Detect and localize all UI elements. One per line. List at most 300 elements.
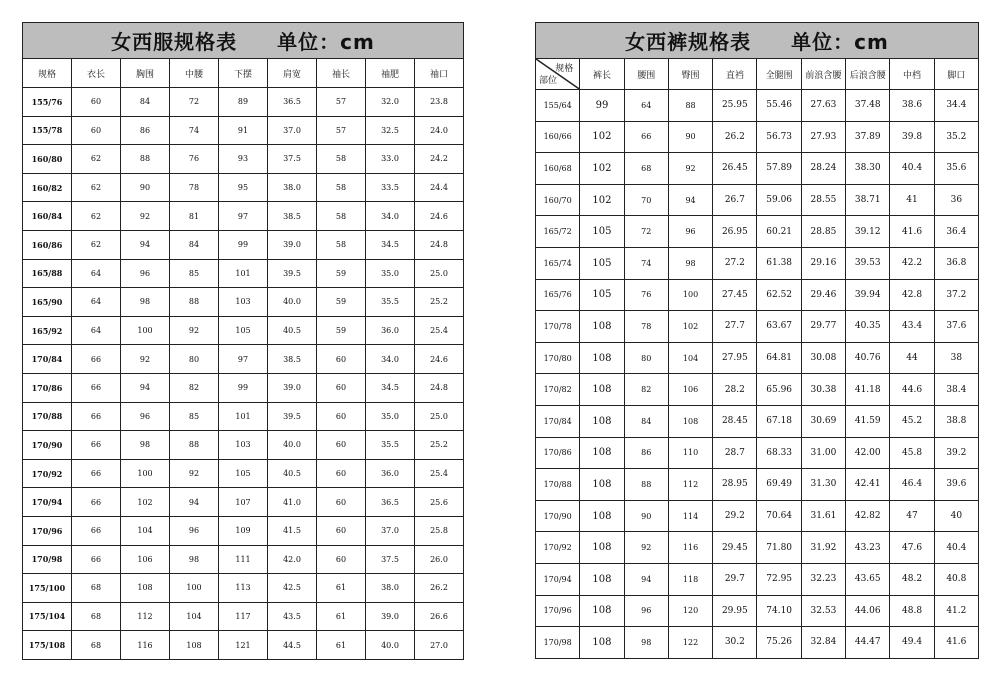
measurement-cell: 68 xyxy=(624,153,668,185)
table-row xyxy=(23,431,464,460)
measurement-cell: 37.2 xyxy=(934,279,978,311)
measurement-cell: 26.7 xyxy=(713,184,757,216)
measurement-cell: 49.4 xyxy=(890,627,934,659)
measurement-cell: 34.4 xyxy=(934,90,978,122)
table-row xyxy=(536,90,979,122)
measurement-cell: 60.21 xyxy=(757,216,801,248)
measurement-cell: 43.5 xyxy=(268,602,317,631)
size-cell: 160/84 xyxy=(23,202,72,231)
measurement-cell: 108 xyxy=(580,405,624,437)
measurement-cell: 66 xyxy=(72,459,121,488)
measurement-cell: 59 xyxy=(317,259,366,288)
measurement-cell: 32.5 xyxy=(366,116,415,145)
measurement-cell: 92 xyxy=(121,202,170,231)
table-row xyxy=(536,342,979,374)
measurement-cell: 108 xyxy=(121,574,170,603)
measurement-cell: 65.96 xyxy=(757,374,801,406)
measurement-cell: 31.00 xyxy=(801,437,845,469)
measurement-cell: 108 xyxy=(580,627,624,659)
measurement-cell: 66 xyxy=(72,516,121,545)
measurement-cell: 42.41 xyxy=(846,469,890,501)
table-row xyxy=(23,202,464,231)
measurement-cell: 108 xyxy=(668,405,712,437)
size-cell: 165/90 xyxy=(23,288,72,317)
measurement-cell: 29.7 xyxy=(713,563,757,595)
measurement-cell: 104 xyxy=(170,602,219,631)
measurement-cell: 78 xyxy=(624,311,668,343)
measurement-cell: 102 xyxy=(580,184,624,216)
size-cell: 160/68 xyxy=(536,153,580,185)
measurement-cell: 61 xyxy=(317,602,366,631)
size-cell: 155/64 xyxy=(536,90,580,122)
measurement-cell: 89 xyxy=(219,88,268,117)
measurement-cell: 38.4 xyxy=(934,374,978,406)
measurement-cell: 44.47 xyxy=(846,627,890,659)
measurement-cell: 100 xyxy=(668,279,712,311)
table-row xyxy=(23,173,464,202)
measurement-cell: 102 xyxy=(668,311,712,343)
measurement-cell: 80 xyxy=(170,345,219,374)
size-cell: 165/92 xyxy=(23,316,72,345)
measurement-cell: 25.95 xyxy=(713,90,757,122)
measurement-cell: 28.7 xyxy=(713,437,757,469)
measurement-cell: 90 xyxy=(668,121,712,153)
trousers-header-row xyxy=(536,59,979,90)
measurement-cell: 99 xyxy=(219,230,268,259)
measurement-cell: 27.7 xyxy=(713,311,757,343)
measurement-cell: 43.4 xyxy=(890,311,934,343)
corner-label-part: 部位 xyxy=(539,76,558,86)
measurement-cell: 39.8 xyxy=(890,121,934,153)
measurement-cell: 90 xyxy=(624,500,668,532)
measurement-cell: 75.26 xyxy=(757,627,801,659)
measurement-cell: 66 xyxy=(624,121,668,153)
measurement-cell: 36.8 xyxy=(934,247,978,279)
measurement-cell: 68.33 xyxy=(757,437,801,469)
measurement-cell: 38.5 xyxy=(268,345,317,374)
measurement-cell: 102 xyxy=(580,121,624,153)
measurement-cell: 105 xyxy=(219,316,268,345)
measurement-cell: 25.4 xyxy=(415,316,464,345)
measurement-cell: 66 xyxy=(72,545,121,574)
measurement-cell: 58 xyxy=(317,230,366,259)
measurement-cell: 60 xyxy=(317,459,366,488)
measurement-cell: 57.89 xyxy=(757,153,801,185)
measurement-cell: 120 xyxy=(668,595,712,627)
measurement-cell: 96 xyxy=(624,595,668,627)
measurement-cell: 44.06 xyxy=(846,595,890,627)
measurement-cell: 64 xyxy=(72,259,121,288)
size-cell: 170/90 xyxy=(536,500,580,532)
measurement-cell: 60 xyxy=(317,545,366,574)
measurement-cell: 96 xyxy=(121,402,170,431)
trousers-header-cell: 全腿围 xyxy=(757,59,801,90)
measurement-cell: 44.6 xyxy=(890,374,934,406)
measurement-cell: 28.55 xyxy=(801,184,845,216)
measurement-cell: 70.64 xyxy=(757,500,801,532)
jacket-header-cell: 袖长 xyxy=(317,59,366,88)
jacket-header-cell: 袖口 xyxy=(415,59,464,88)
measurement-cell: 94 xyxy=(121,230,170,259)
measurement-cell: 100 xyxy=(121,459,170,488)
measurement-cell: 88 xyxy=(624,469,668,501)
measurement-cell: 90 xyxy=(121,173,170,202)
measurement-cell: 30.2 xyxy=(713,627,757,659)
measurement-cell: 37.48 xyxy=(846,90,890,122)
measurement-cell: 92 xyxy=(170,459,219,488)
measurement-cell: 60 xyxy=(72,88,121,117)
measurement-cell: 41 xyxy=(890,184,934,216)
measurement-cell: 103 xyxy=(219,288,268,317)
measurement-cell: 74.10 xyxy=(757,595,801,627)
measurement-cell: 30.38 xyxy=(801,374,845,406)
measurement-cell: 34.5 xyxy=(366,373,415,402)
trousers-header-cell: 臀围 xyxy=(668,59,712,90)
jacket-header-cell: 胸围 xyxy=(121,59,170,88)
measurement-cell: 95 xyxy=(219,173,268,202)
measurement-cell: 32.84 xyxy=(801,627,845,659)
measurement-cell: 113 xyxy=(219,574,268,603)
measurement-cell: 24.6 xyxy=(415,202,464,231)
table-row xyxy=(536,153,979,185)
measurement-cell: 108 xyxy=(580,532,624,564)
measurement-cell: 62.52 xyxy=(757,279,801,311)
measurement-cell: 36.0 xyxy=(366,316,415,345)
measurement-cell: 32.53 xyxy=(801,595,845,627)
measurement-cell: 94 xyxy=(121,373,170,402)
measurement-cell: 31.61 xyxy=(801,500,845,532)
measurement-cell: 35.5 xyxy=(366,431,415,460)
measurement-cell: 23.8 xyxy=(415,88,464,117)
size-cell: 170/84 xyxy=(23,345,72,374)
measurement-cell: 58 xyxy=(317,173,366,202)
measurement-cell: 29.46 xyxy=(801,279,845,311)
measurement-cell: 101 xyxy=(219,259,268,288)
table-row xyxy=(536,216,979,248)
measurement-cell: 25.2 xyxy=(415,288,464,317)
measurement-cell: 60 xyxy=(317,516,366,545)
measurement-cell: 43.65 xyxy=(846,563,890,595)
measurement-cell: 42.82 xyxy=(846,500,890,532)
measurement-cell: 27.63 xyxy=(801,90,845,122)
measurement-cell: 63.67 xyxy=(757,311,801,343)
measurement-cell: 38.5 xyxy=(268,202,317,231)
table-row xyxy=(536,563,979,595)
measurement-cell: 110 xyxy=(668,437,712,469)
size-cell: 170/86 xyxy=(23,373,72,402)
measurement-cell: 98 xyxy=(624,627,668,659)
measurement-cell: 108 xyxy=(580,469,624,501)
table-row xyxy=(23,602,464,631)
measurement-cell: 38 xyxy=(934,342,978,374)
size-cell: 170/80 xyxy=(536,342,580,374)
measurement-cell: 35.5 xyxy=(366,288,415,317)
measurement-cell: 41.6 xyxy=(934,627,978,659)
table-row xyxy=(536,532,979,564)
trousers-header-cell: 裤长 xyxy=(580,59,624,90)
table-row xyxy=(536,437,979,469)
measurement-cell: 27.93 xyxy=(801,121,845,153)
measurement-cell: 28.95 xyxy=(713,469,757,501)
measurement-cell: 99 xyxy=(219,373,268,402)
measurement-cell: 98 xyxy=(668,247,712,279)
measurement-cell: 45.2 xyxy=(890,405,934,437)
measurement-cell: 86 xyxy=(121,116,170,145)
measurement-cell: 66 xyxy=(72,488,121,517)
measurement-cell: 98 xyxy=(170,545,219,574)
size-cell: 165/72 xyxy=(536,216,580,248)
measurement-cell: 33.5 xyxy=(366,173,415,202)
measurement-cell: 38.8 xyxy=(934,405,978,437)
measurement-cell: 94 xyxy=(624,563,668,595)
size-cell: 160/70 xyxy=(536,184,580,216)
measurement-cell: 57 xyxy=(317,88,366,117)
measurement-cell: 88 xyxy=(668,90,712,122)
trousers-header-cell: 中档 xyxy=(890,59,934,90)
measurement-cell: 27.45 xyxy=(713,279,757,311)
measurement-cell: 35.0 xyxy=(366,402,415,431)
measurement-cell: 39.0 xyxy=(366,602,415,631)
measurement-cell: 82 xyxy=(624,374,668,406)
measurement-cell: 24.6 xyxy=(415,345,464,374)
measurement-cell: 29.16 xyxy=(801,247,845,279)
measurement-cell: 44 xyxy=(890,342,934,374)
measurement-cell: 40.8 xyxy=(934,563,978,595)
jacket-header-cell: 下摆 xyxy=(219,59,268,88)
measurement-cell: 116 xyxy=(668,532,712,564)
measurement-cell: 41.6 xyxy=(890,216,934,248)
measurement-cell: 41.18 xyxy=(846,374,890,406)
trousers-chart-title: 女西裤规格表 xyxy=(625,30,752,54)
measurement-cell: 27.95 xyxy=(713,342,757,374)
measurement-cell: 36.5 xyxy=(366,488,415,517)
measurement-cell: 96 xyxy=(121,259,170,288)
size-cell: 170/98 xyxy=(536,627,580,659)
measurement-cell: 25.0 xyxy=(415,402,464,431)
measurement-cell: 25.0 xyxy=(415,259,464,288)
measurement-cell: 25.8 xyxy=(415,516,464,545)
measurement-cell: 84 xyxy=(121,88,170,117)
measurement-cell: 108 xyxy=(580,374,624,406)
table-row xyxy=(23,402,464,431)
measurement-cell: 40.35 xyxy=(846,311,890,343)
jacket-chart-title-bar xyxy=(22,22,464,58)
measurement-cell: 24.0 xyxy=(415,116,464,145)
measurement-cell: 40 xyxy=(934,500,978,532)
measurement-cell: 45.8 xyxy=(890,437,934,469)
measurement-cell: 80 xyxy=(624,342,668,374)
measurement-cell: 64 xyxy=(72,288,121,317)
measurement-cell: 27.0 xyxy=(415,631,464,660)
size-cell: 170/86 xyxy=(536,437,580,469)
measurement-cell: 98 xyxy=(121,288,170,317)
measurement-cell: 105 xyxy=(219,459,268,488)
measurement-cell: 112 xyxy=(121,602,170,631)
measurement-cell: 84 xyxy=(624,405,668,437)
measurement-cell: 48.8 xyxy=(890,595,934,627)
trousers-header-cell: 脚口 xyxy=(934,59,978,90)
measurement-cell: 121 xyxy=(219,631,268,660)
measurement-cell: 39.0 xyxy=(268,373,317,402)
measurement-cell: 40.0 xyxy=(366,631,415,660)
measurement-cell: 93 xyxy=(219,145,268,174)
measurement-cell: 85 xyxy=(170,259,219,288)
measurement-cell: 39.5 xyxy=(268,259,317,288)
measurement-cell: 108 xyxy=(170,631,219,660)
table-row xyxy=(536,279,979,311)
measurement-cell: 58 xyxy=(317,145,366,174)
measurement-cell: 104 xyxy=(121,516,170,545)
measurement-cell: 72 xyxy=(624,216,668,248)
measurement-cell: 25.4 xyxy=(415,459,464,488)
measurement-cell: 57 xyxy=(317,116,366,145)
size-cell: 170/96 xyxy=(536,595,580,627)
table-row xyxy=(536,627,979,659)
measurement-cell: 84 xyxy=(170,230,219,259)
measurement-cell: 61 xyxy=(317,631,366,660)
measurement-cell: 41.2 xyxy=(934,595,978,627)
measurement-cell: 122 xyxy=(668,627,712,659)
measurement-cell: 46.4 xyxy=(890,469,934,501)
measurement-cell: 28.24 xyxy=(801,153,845,185)
measurement-cell: 100 xyxy=(170,574,219,603)
measurement-cell: 37.89 xyxy=(846,121,890,153)
measurement-cell: 39.5 xyxy=(268,402,317,431)
size-cell: 165/88 xyxy=(23,259,72,288)
measurement-cell: 44.5 xyxy=(268,631,317,660)
measurement-cell: 96 xyxy=(668,216,712,248)
measurement-cell: 70 xyxy=(624,184,668,216)
measurement-cell: 31.30 xyxy=(801,469,845,501)
measurement-cell: 40.0 xyxy=(268,288,317,317)
trousers-chart-unit: 单位：cm xyxy=(791,30,889,54)
size-cell: 165/76 xyxy=(536,279,580,311)
measurement-cell: 72 xyxy=(170,88,219,117)
measurement-cell: 102 xyxy=(121,488,170,517)
measurement-cell: 35.6 xyxy=(934,153,978,185)
measurement-cell: 34.0 xyxy=(366,202,415,231)
measurement-cell: 62 xyxy=(72,173,121,202)
size-cell: 170/92 xyxy=(536,532,580,564)
measurement-cell: 60 xyxy=(72,116,121,145)
measurement-cell: 34.0 xyxy=(366,345,415,374)
measurement-cell: 40.4 xyxy=(934,532,978,564)
corner-diagonal-header xyxy=(536,59,580,90)
measurement-cell: 24.2 xyxy=(415,145,464,174)
measurement-cell: 64.81 xyxy=(757,342,801,374)
measurement-cell: 112 xyxy=(668,469,712,501)
measurement-cell: 60 xyxy=(317,373,366,402)
measurement-cell: 102 xyxy=(580,153,624,185)
measurement-cell: 33.0 xyxy=(366,145,415,174)
measurement-cell: 25.2 xyxy=(415,431,464,460)
measurement-cell: 116 xyxy=(121,631,170,660)
measurement-cell: 118 xyxy=(668,563,712,595)
measurement-cell: 108 xyxy=(580,311,624,343)
table-row xyxy=(23,230,464,259)
measurement-cell: 64 xyxy=(72,316,121,345)
measurement-cell: 117 xyxy=(219,602,268,631)
measurement-cell: 32.23 xyxy=(801,563,845,595)
measurement-cell: 40.76 xyxy=(846,342,890,374)
measurement-cell: 26.6 xyxy=(415,602,464,631)
measurement-cell: 74 xyxy=(170,116,219,145)
measurement-cell: 107 xyxy=(219,488,268,517)
measurement-cell: 38.6 xyxy=(890,90,934,122)
trousers-header-cell: 直裆 xyxy=(713,59,757,90)
measurement-cell: 92 xyxy=(170,316,219,345)
measurement-cell: 38.0 xyxy=(268,173,317,202)
table-row xyxy=(23,145,464,174)
measurement-cell: 40.5 xyxy=(268,316,317,345)
size-cell: 170/98 xyxy=(23,545,72,574)
table-row xyxy=(536,500,979,532)
size-cell: 170/90 xyxy=(23,431,72,460)
measurement-cell: 60 xyxy=(317,431,366,460)
measurement-cell: 43.23 xyxy=(846,532,890,564)
measurement-cell: 36.5 xyxy=(268,88,317,117)
size-cell: 170/84 xyxy=(536,405,580,437)
table-row xyxy=(536,121,979,153)
table-row xyxy=(536,247,979,279)
measurement-cell: 60 xyxy=(317,488,366,517)
table-row xyxy=(23,459,464,488)
measurement-cell: 30.69 xyxy=(801,405,845,437)
measurement-cell: 26.0 xyxy=(415,545,464,574)
measurement-cell: 105 xyxy=(580,247,624,279)
measurement-cell: 37.6 xyxy=(934,311,978,343)
trousers-header-cell: 腰围 xyxy=(624,59,668,90)
measurement-cell: 72.95 xyxy=(757,563,801,595)
size-cell: 155/76 xyxy=(23,88,72,117)
size-cell: 170/88 xyxy=(536,469,580,501)
table-row xyxy=(536,595,979,627)
measurement-cell: 94 xyxy=(668,184,712,216)
measurement-cell: 100 xyxy=(121,316,170,345)
size-cell: 175/104 xyxy=(23,602,72,631)
table-row xyxy=(536,374,979,406)
measurement-cell: 66 xyxy=(72,373,121,402)
measurement-cell: 42.5 xyxy=(268,574,317,603)
measurement-cell: 101 xyxy=(219,402,268,431)
measurement-cell: 66 xyxy=(72,345,121,374)
measurement-cell: 59 xyxy=(317,316,366,345)
size-cell: 170/94 xyxy=(23,488,72,517)
measurement-cell: 56.73 xyxy=(757,121,801,153)
measurement-cell: 29.77 xyxy=(801,311,845,343)
measurement-cell: 31.92 xyxy=(801,532,845,564)
measurement-cell: 38.71 xyxy=(846,184,890,216)
measurement-cell: 29.95 xyxy=(713,595,757,627)
measurement-cell: 108 xyxy=(580,595,624,627)
measurement-cell: 58 xyxy=(317,202,366,231)
trousers-header-cell: 前浪含腰 xyxy=(801,59,845,90)
measurement-cell: 24.4 xyxy=(415,173,464,202)
measurement-cell: 92 xyxy=(668,153,712,185)
measurement-cell: 66 xyxy=(72,402,121,431)
measurement-cell: 24.8 xyxy=(415,373,464,402)
measurement-cell: 36.0 xyxy=(366,459,415,488)
measurement-cell: 88 xyxy=(170,288,219,317)
measurement-cell: 55.46 xyxy=(757,90,801,122)
measurement-cell: 111 xyxy=(219,545,268,574)
measurement-cell: 104 xyxy=(668,342,712,374)
measurement-cell: 39.0 xyxy=(268,230,317,259)
measurement-cell: 59 xyxy=(317,288,366,317)
jacket-header-cell: 规格 xyxy=(23,59,72,88)
measurement-cell: 94 xyxy=(170,488,219,517)
measurement-cell: 32.0 xyxy=(366,88,415,117)
